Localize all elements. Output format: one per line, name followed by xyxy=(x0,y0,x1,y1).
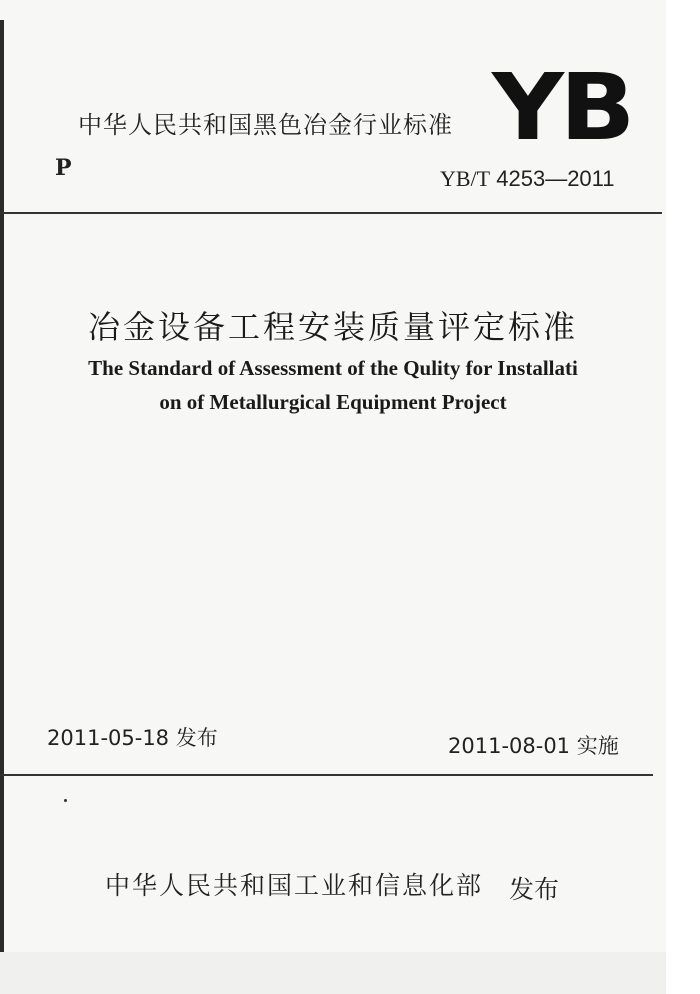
standard-category: 中华人民共和国黑色冶金行业标准 xyxy=(78,111,453,139)
classification-code: P xyxy=(55,155,72,181)
title-chinese: 冶金设备工程安装质量评定标准 xyxy=(87,308,578,346)
scan-speck xyxy=(64,799,67,802)
publish-label: 发布 xyxy=(509,875,560,904)
title-english-line2: on of Metallurgical Equipment Project xyxy=(159,390,507,414)
scan-edge-left xyxy=(0,20,4,994)
standard-number-value: 4253—2011 xyxy=(496,166,615,191)
title-english-line1: The Standard of Assessment of the Qulity for Installati xyxy=(88,356,578,380)
standard-number xyxy=(440,166,615,192)
yb-logo: YB xyxy=(492,54,632,161)
footer-divider xyxy=(0,774,653,776)
publisher-name: 中华人民共和国工业和信息化部 xyxy=(105,871,484,900)
header-divider xyxy=(0,212,662,214)
scan-edge-bottom xyxy=(0,952,666,994)
standard-prefix: YB/T xyxy=(440,166,491,191)
implementation-date: 2011-08-01 实施 xyxy=(448,734,619,758)
scan-margin-right xyxy=(666,0,700,994)
issue-date: 2011-05-18 发布 xyxy=(47,726,218,750)
